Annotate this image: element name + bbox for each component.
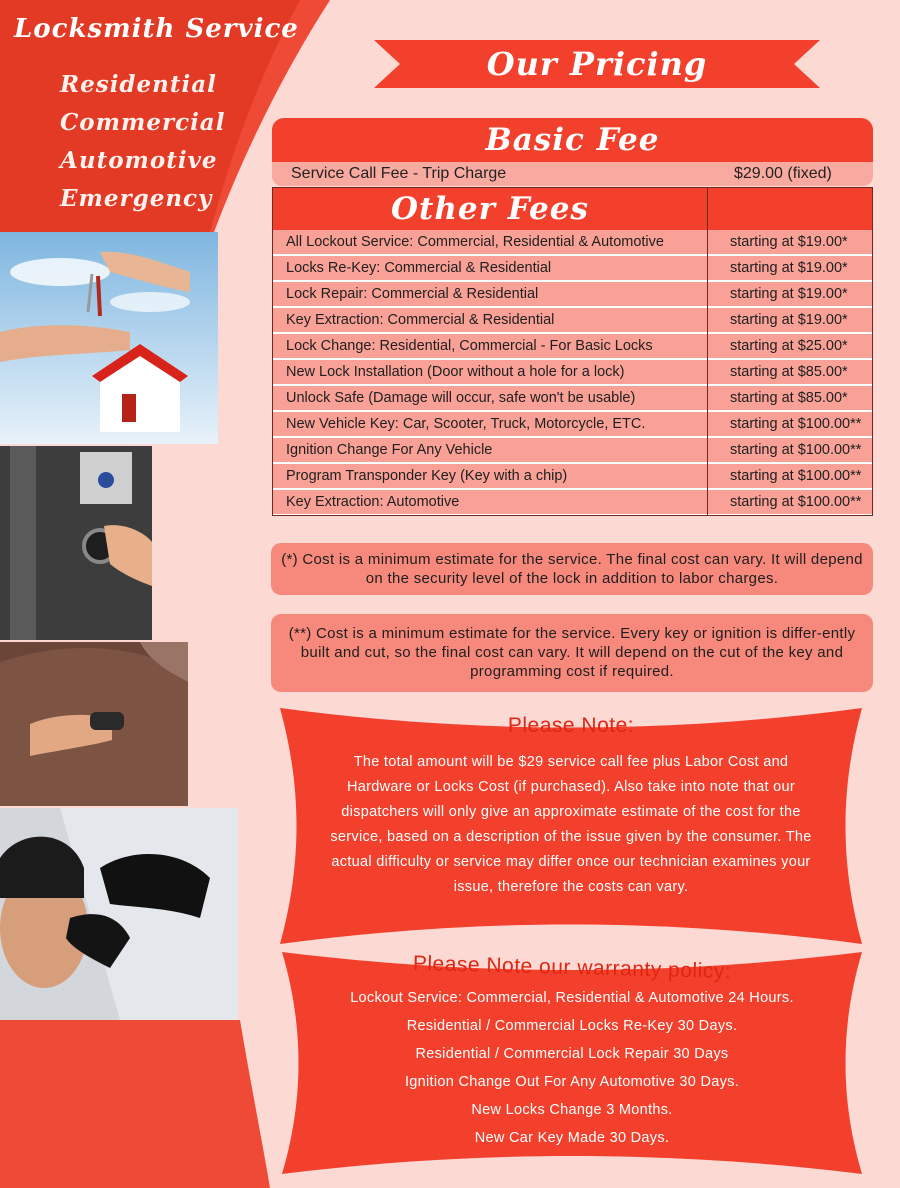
warranty-item: Residential / Commercial Locks Re-Key 30 Days. bbox=[406, 1018, 738, 1034]
column-divider bbox=[707, 410, 708, 438]
fee-name: Lock Change: Residential, Commercial - For Basic Locks bbox=[286, 338, 653, 354]
table-row bbox=[273, 438, 872, 462]
fee-name: Unlock Safe (Damage will occur, safe won't be usable) bbox=[286, 390, 636, 406]
footnote-single-asterisk: (*) Cost is a minimum estimate for the service. The final cost can vary. It will depend on the security level of the lock in addition to labor charges. bbox=[271, 543, 873, 595]
service-commercial: Commercial bbox=[60, 109, 226, 136]
column-divider bbox=[707, 306, 708, 334]
column-divider bbox=[707, 436, 708, 464]
fee-price: starting at $100.00** bbox=[730, 494, 862, 510]
fee-price: starting at $100.00** bbox=[730, 468, 862, 484]
footnote-double-asterisk: (**) Cost is a minimum estimate for the service. Every key or ignition is differ-ently built and cut, so the final cost can vary. It will depend on the cut of the key and programming cost if required. bbox=[271, 614, 873, 692]
fee-name: Locks Re-Key: Commercial & Residential bbox=[286, 260, 552, 276]
column-divider bbox=[707, 488, 708, 516]
fee-name: Key Extraction: Automotive bbox=[286, 494, 460, 510]
table-row bbox=[273, 386, 872, 410]
fee-name: Lock Repair: Commercial & Residential bbox=[286, 286, 539, 302]
basic-fee-heading: Basic Fee bbox=[272, 118, 873, 162]
fee-price: starting at $19.00* bbox=[730, 312, 848, 328]
other-fees-header bbox=[273, 188, 872, 230]
fee-name: Key Extraction: Commercial & Residential bbox=[286, 312, 555, 328]
column-divider bbox=[707, 462, 708, 490]
table-row bbox=[273, 256, 872, 280]
table-row bbox=[273, 360, 872, 384]
fee-name: Program Transponder Key (Key with a chip) bbox=[286, 468, 568, 484]
safe-dial-photo bbox=[0, 446, 152, 640]
fee-price: starting at $100.00** bbox=[730, 442, 862, 458]
fee-price: starting at $85.00* bbox=[730, 364, 848, 380]
basic-fee-price: $29.00 (fixed) bbox=[734, 165, 832, 182]
fee-price: starting at $19.00* bbox=[730, 260, 848, 276]
other-fees-rows bbox=[273, 230, 872, 516]
fee-price: starting at $85.00* bbox=[730, 390, 848, 406]
table-row bbox=[273, 490, 872, 514]
other-fees-table bbox=[272, 187, 873, 516]
basic-fee-label: Service Call Fee - Trip Charge bbox=[291, 165, 507, 182]
service-residential: Residential bbox=[60, 71, 217, 98]
fee-price: starting at $19.00* bbox=[730, 234, 848, 250]
column-divider bbox=[707, 280, 708, 308]
service-automotive: Automotive bbox=[60, 147, 218, 174]
please-note-panel bbox=[280, 708, 862, 944]
pricing-banner bbox=[374, 40, 820, 88]
warranty-title: Please Note our warranty policy: bbox=[412, 951, 732, 984]
please-note-title: Please Note: bbox=[507, 714, 635, 737]
warranty-item: Ignition Change Out For Any Automotive 30 Days. bbox=[404, 1074, 740, 1090]
column-divider bbox=[707, 358, 708, 386]
basic-fee-row bbox=[272, 162, 873, 186]
column-divider bbox=[707, 188, 708, 230]
car-door-lockpick-photo bbox=[0, 808, 238, 1020]
fee-price: starting at $100.00** bbox=[730, 416, 862, 432]
table-row bbox=[273, 464, 872, 488]
column-divider bbox=[707, 228, 708, 256]
other-fees-heading: Other Fees bbox=[391, 191, 589, 227]
pricing-title: Our Pricing bbox=[486, 45, 708, 83]
fee-price: starting at $25.00* bbox=[730, 338, 848, 354]
table-row bbox=[273, 282, 872, 306]
warranty-item: Lockout Service: Commercial, Residential & Automotive 24 Hours. bbox=[350, 990, 794, 1006]
warranty-item: New Locks Change 3 Months. bbox=[471, 1102, 673, 1118]
column-divider bbox=[707, 332, 708, 360]
keys-handover-house-photo bbox=[0, 232, 218, 444]
fee-name: All Lockout Service: Commercial, Residential & Automotive bbox=[286, 234, 664, 250]
services-list bbox=[60, 66, 225, 218]
warranty-panel bbox=[282, 952, 862, 1174]
table-row bbox=[273, 230, 872, 254]
fee-name: New Vehicle Key: Car, Scooter, Truck, Motorcycle, ETC. bbox=[286, 416, 646, 432]
table-row bbox=[273, 412, 872, 436]
warranty-item: Residential / Commercial Lock Repair 30 Days bbox=[415, 1046, 729, 1062]
table-row bbox=[273, 334, 872, 358]
please-note-body: The total amount will be $29 service call fee plus Labor Cost and Hardware or Locks Cost (if purchased). Also take into note that our dispatchers will only give an approximate estimate of the cost for the service, based on a description of the issue given by the consumer. The actual difficulty or service may differ once our technician examines your issue, therefore the costs can vary. bbox=[330, 754, 812, 895]
fee-name: New Lock Installation (Door without a hole for a lock) bbox=[286, 364, 625, 380]
warranty-item: New Car Key Made 30 Days. bbox=[474, 1130, 670, 1146]
brand-title: Locksmith Service bbox=[14, 14, 299, 44]
column-divider bbox=[707, 384, 708, 412]
fee-price: starting at $19.00* bbox=[730, 286, 848, 302]
service-emergency: Emergency bbox=[60, 185, 213, 212]
warranty-list bbox=[282, 984, 862, 1152]
fee-name: Ignition Change For Any Vehicle bbox=[286, 442, 493, 458]
column-divider bbox=[707, 254, 708, 282]
table-row bbox=[273, 308, 872, 332]
car-key-fob-photo bbox=[0, 642, 188, 806]
